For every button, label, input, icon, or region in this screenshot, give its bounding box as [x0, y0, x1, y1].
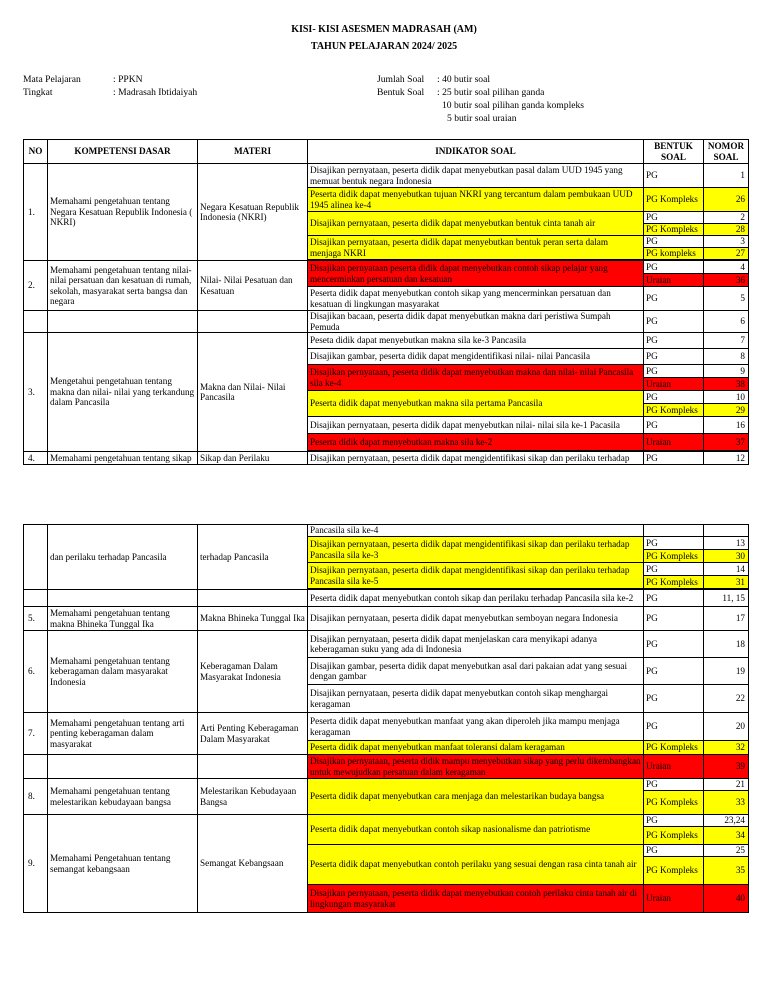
indikator: Disajikan pernyataan, peserta didik dapat menyebutkan pasal dalam UUD 1945 yang memuat bentuk negara Indonesia [308, 164, 644, 188]
materi-empty [198, 755, 308, 779]
bentuk-soal: PG [644, 333, 704, 349]
indikator: Disajikan pernyataan, peserta didik dapat menyebutkan bentuk peran serta dalam menjaga NKRI [308, 236, 644, 260]
indikator: Disajikan pernyataan, peserta didik dapat menyebutkan contoh perilaku cinta tanah air di lingkungan masyarakat [308, 885, 644, 913]
kompetensi-dasar: Memahami pengetahuan tentang nilai-nilai persatuan dan kesatuan di rumah, sekolah, masyarakat serta bangsa dan negara [48, 261, 198, 311]
nomor-soal: 25 [704, 845, 749, 857]
nomor-soal: 9 [704, 365, 749, 378]
nomor-soal: 13 [704, 537, 749, 550]
nomor-soal: 40 [704, 885, 749, 913]
table-header [24, 140, 749, 164]
nomor-soal: 6 [704, 311, 749, 333]
kompetensi-dasar: Memahami pengetahuan tentang arti penting keberagaman dalam masyarakat [48, 713, 198, 755]
bentuk-soal: PG [644, 845, 704, 857]
nomor-soal: 27 [704, 248, 749, 260]
kompetensi-dasar: dan perilaku terhadap Pancasila [48, 525, 198, 590]
bentuk-soal: PG [644, 212, 704, 224]
nomor-soal: 26 [704, 188, 749, 212]
bentuk-soal: PG [644, 417, 704, 434]
indikator: Disajikan pernyataan, peserta didik dapat mengidentifikasi sikap dan perilaku terhadap Pancasila sila ke-3 [308, 537, 644, 563]
nomor-soal: 30 [704, 550, 749, 563]
indikator: Disajikan pernyataan, peserta didik dapat mengidentifikasi sikap dan perilaku terhadap [308, 452, 644, 465]
row-no: 3. [24, 333, 48, 452]
indikator: Disajikan pernyataan, peserta didik dapat menjelaskan cara menyikapi adanya keberagaman suku yang ada di Indonesia [308, 631, 644, 658]
row-no-empty [24, 590, 48, 607]
nomor-soal: 10 [704, 391, 749, 404]
bentuk-soal: PG Kompleks [644, 188, 704, 212]
kisi-table-1 [23, 139, 749, 465]
nomor-soal: 4 [704, 261, 749, 274]
materi-empty [198, 590, 308, 607]
mapel-label: Mata Pelajaran [23, 74, 81, 85]
materi: Keberagaman Dalam Masyarakat Indonesia [198, 631, 308, 713]
table-row [24, 713, 749, 741]
table-row [24, 779, 749, 791]
bentuk-soal: PG [644, 261, 704, 274]
materi: Makna Bhineka Tunggal Ika [198, 607, 308, 631]
bentuk-soal: PG Kompleks [644, 404, 704, 417]
row-no: 4. [24, 452, 48, 465]
bentuk-soal: PG [644, 590, 704, 607]
materi: Negara Kesatuan Republik Indonesia (NKRI) [198, 164, 308, 261]
kompetensi-dasar: Mengetahui pengetahuan tentang makna dan nilai- nilai yang terkandung dalam Pancasila [48, 333, 198, 452]
nomor-soal: 17 [704, 607, 749, 631]
nomor-soal: 31 [704, 576, 749, 589]
bentuk-soal: PG [644, 391, 704, 404]
bentuk-soal: PG Kompleks [644, 791, 704, 815]
nomor-soal-empty [704, 525, 749, 537]
table-row [24, 815, 749, 827]
row-no: 8. [24, 779, 48, 815]
nomor-soal: 22 [704, 685, 749, 713]
row-no: 2. [24, 261, 48, 311]
doc-subtitle: TAHUN PELAJARAN 2024/ 2025 [310, 41, 458, 52]
bentuk-value-1: : 25 butir soal pilihan ganda [437, 87, 545, 98]
tingkat-value: : Madrasah Ibtidaiyah [113, 87, 198, 98]
nomor-soal: 23,24 [704, 815, 749, 827]
kompetensi-dasar: Memahami pengetahuan tentang sikap [48, 452, 198, 465]
table-row [24, 333, 749, 349]
row-no-cont [24, 525, 48, 590]
materi: Sikap dan Perilaku [198, 452, 308, 465]
row-no: 7. [24, 713, 48, 755]
nomor-soal: 18 [704, 631, 749, 658]
header-materi: MATERI [198, 140, 308, 164]
table-row [24, 525, 749, 537]
table-row [24, 590, 749, 607]
row-no: 1. [24, 164, 48, 261]
bentuk-soal: PG [644, 815, 704, 827]
bentuk-soal: PG Kompleks [644, 857, 704, 885]
row-no: 5. [24, 607, 48, 631]
bentuk-soal: PG kompleks [644, 248, 704, 260]
header-kd: KOMPETENSI DASAR [48, 140, 198, 164]
header-no: NO [24, 140, 48, 164]
materi: Makna dan Nilai- Nilai Pancasila [198, 333, 308, 452]
nomor-soal: 14 [704, 563, 749, 576]
materi: Melestarikan Kebudayaan Bangsa [198, 779, 308, 815]
table-row [24, 311, 749, 333]
bentuk-soal: Uraian [644, 434, 704, 451]
nomor-soal: 2 [704, 212, 749, 224]
bentuk-soal: PG [644, 607, 704, 631]
indikator: Disajikan pernyataan, peserta didik dapat menyebutkan makna dan nilai- nilai Pancasila sila ke-4 [308, 365, 644, 391]
nomor-soal: 8 [704, 349, 749, 365]
nomor-soal: 12 [704, 452, 749, 465]
nomor-soal: 7 [704, 333, 749, 349]
nomor-soal: 35 [704, 857, 749, 885]
indikator: Disajikan gambar, peserta didik dapat mengidentifikasi nilai- nilai Pancasila [308, 349, 644, 365]
table-row [24, 164, 749, 188]
table-row [24, 261, 749, 274]
indikator: Peserta didik dapat menyebutkan contoh sikap yang mencerminkan persatuan dan kesatuan di lingkungan masyarakat [308, 287, 644, 311]
nomor-soal: 28 [704, 224, 749, 236]
indikator: Disajikan gambar, peserta didik dapat menyebutkan asal dari pakaian adat yang sesuai dengan gambar [308, 658, 644, 685]
indikator: Peserta didik dapat menyebutkan manfaat toleransi dalam keragaman [308, 741, 644, 755]
kompetensi-dasar-empty [48, 311, 198, 333]
bentuk-soal: Uraian [644, 885, 704, 913]
header-bentuk: BENTUK SOAL [644, 140, 704, 164]
bentuk-soal-empty [644, 525, 704, 537]
row-no-empty [24, 311, 48, 333]
indikator: Pancasila sila ke-4 [308, 525, 644, 537]
nomor-soal: 37 [704, 434, 749, 451]
bentuk-soal: PG [644, 452, 704, 465]
indikator: Peseta didik dapat menyebutkan makna sila ke-3 Pancasila [308, 333, 644, 349]
bentuk-soal: PG [644, 287, 704, 311]
indikator: Disajikan pernyataan, peserta didik dapat menyebutkan nilai- nilai sila ke-1 Pacasila [308, 417, 644, 434]
bentuk-soal: Uraian [644, 274, 704, 287]
header-indikator: INDIKATOR SOAL [308, 140, 644, 164]
kompetensi-dasar: Memahami pengetahuan tentang keberagaman dalam masyarakat Indonesia [48, 631, 198, 713]
table-row [24, 607, 749, 631]
kompetensi-dasar: Memahami Pengetahuan tentang semangat kebangsaan [48, 815, 198, 913]
bentuk-soal: PG [644, 164, 704, 188]
bentuk-soal: PG [644, 685, 704, 713]
table-row [24, 452, 749, 465]
indikator: Disajikan pernyataan peserta didik dapat menyebutkan contoh sikap pelajar yang mencerminkan persatuan dan kesatuan [308, 261, 644, 287]
bentuk-soal: PG [644, 658, 704, 685]
indikator: Peserta didik dapat menyebutkan makna sila pertama Pancasila [308, 391, 644, 417]
bentuk-value-2: 10 butir soal pilihan ganda kompleks [442, 100, 585, 111]
bentuk-value-3: 5 butir soal uraian [447, 113, 517, 124]
jumlah-value: : 40 butir soal [437, 74, 491, 85]
nomor-soal: 29 [704, 404, 749, 417]
kompetensi-dasar-empty [48, 590, 198, 607]
bentuk-soal: PG Kompleks [644, 827, 704, 845]
bentuk-soal: PG Kompleks [644, 224, 704, 236]
table-row [24, 755, 749, 779]
indikator: Peserta didik dapat menyebutkan cara menjaga dan melestarikan budaya bangsa [308, 779, 644, 815]
bentuk-soal: PG [644, 631, 704, 658]
nomor-soal: 20 [704, 713, 749, 741]
nomor-soal: 33 [704, 791, 749, 815]
indikator: Peserta didik dapat menyebutkan contoh perilaku yang sesuai dengan rasa cinta tanah air [308, 845, 644, 885]
nomor-soal: 5 [704, 287, 749, 311]
kompetensi-dasar: Memahami pengetahuan tentang makna Bhineka Tunggal Ika [48, 607, 198, 631]
bentuk-label: Bentuk Soal [377, 87, 425, 98]
materi-empty [198, 311, 308, 333]
nomor-soal: 16 [704, 417, 749, 434]
nomor-soal: 1 [704, 164, 749, 188]
indikator: Peserta didik dapat menyebutkan contoh sikap nasionalisme dan patriotisme [308, 815, 644, 845]
bentuk-soal: PG Kompleks [644, 576, 704, 589]
jumlah-label: Jumlah Soal [377, 74, 425, 85]
bentuk-soal: PG [644, 365, 704, 378]
tingkat-label: Tingkat [23, 87, 53, 98]
table-row [24, 631, 749, 658]
materi: terhadap Pancasila [198, 525, 308, 590]
doc-title: KISI- KISI ASESMEN MADRASAH (AM) [291, 24, 477, 35]
bentuk-soal: PG [644, 779, 704, 791]
indikator: Disajikan bacaan, peserta didik dapat menyebutkan makna dari peristiwa Sumpah Pemuda [308, 311, 644, 333]
kompetensi-dasar: Memahami pengetahuan tentang melestarikan kebudayaan bangsa [48, 779, 198, 815]
indikator: Disajikan pernyataan, peserta didik dapat menyebutkan semboyan negara Indonesia [308, 607, 644, 631]
indikator: Disajikan pernyataan, peserta didik dapat menyebutkan contoh sikap menghargai keragaman [308, 685, 644, 713]
bentuk-soal: PG [644, 563, 704, 576]
nomor-soal: 34 [704, 827, 749, 845]
nomor-soal: 19 [704, 658, 749, 685]
indikator: Disajikan pernyataan, peserta didik dapat mengidentifikasi sikap dan perilaku terhadap Pancasila sila ke-5 [308, 563, 644, 589]
indikator: Disajikan pernyataan, peserta didik dapat menyebutkan bentuk cinta tanah air [308, 212, 644, 236]
indikator: Peserta didik dapat menyebutkan makna sila ke-2 [308, 434, 644, 451]
kompetensi-dasar-empty [48, 755, 198, 779]
mapel-value: : PPKN [113, 74, 143, 85]
indikator: Peserta didik dapat menyebutkan manfaat yang akan diperoleh jika mampu menjaga keragaman [308, 713, 644, 741]
kompetensi-dasar: Memahami pengetahuan tentang Negara Kesatuan Republik Indonesia ( NKRI) [48, 164, 198, 261]
nomor-soal: 21 [704, 779, 749, 791]
bentuk-soal: PG [644, 236, 704, 248]
bentuk-soal: PG [644, 713, 704, 741]
nomor-soal: 38 [704, 378, 749, 391]
nomor-soal: 3 [704, 236, 749, 248]
bentuk-soal: Uraian [644, 378, 704, 391]
bentuk-soal: PG Kompleks [644, 741, 704, 755]
indikator: Peserta didik dapat menyebutkan tujuan NKRI yang tercantum dalam pembukaan UUD 1945 alinea ke-4 [308, 188, 644, 212]
header-nomor: NOMOR SOAL [704, 140, 749, 164]
materi: Arti Penting Keberagaman Dalam Masyarakat [198, 713, 308, 755]
nomor-soal: 11, 15 [704, 590, 749, 607]
bentuk-soal: PG [644, 349, 704, 365]
indikator: Disajikan pernyataan, peserta didik mampu menyebutkan sikap yang perlu dikembangkan untuk mewujudkan persatuan dalam keragaman [308, 755, 644, 779]
bentuk-soal: Uraian [644, 755, 704, 779]
row-no: 9. [24, 815, 48, 913]
bentuk-soal: PG Kompleks [644, 550, 704, 563]
bentuk-soal: PG [644, 311, 704, 333]
kisi-table-2 [23, 524, 749, 913]
bentuk-soal: PG [644, 537, 704, 550]
indikator: Peserta didik dapat menyebutkan contoh sikap dan perilaku terhadap Pancasila sila ke-2 [308, 590, 644, 607]
materi: Nilai- Nilai Pesatuan dan Kesatuan [198, 261, 308, 311]
row-no: 6. [24, 631, 48, 713]
row-no-empty [24, 755, 48, 779]
nomor-soal: 39 [704, 755, 749, 779]
nomor-soal: 36 [704, 274, 749, 287]
nomor-soal: 32 [704, 741, 749, 755]
materi: Semangat Kebangsaan [198, 815, 308, 913]
